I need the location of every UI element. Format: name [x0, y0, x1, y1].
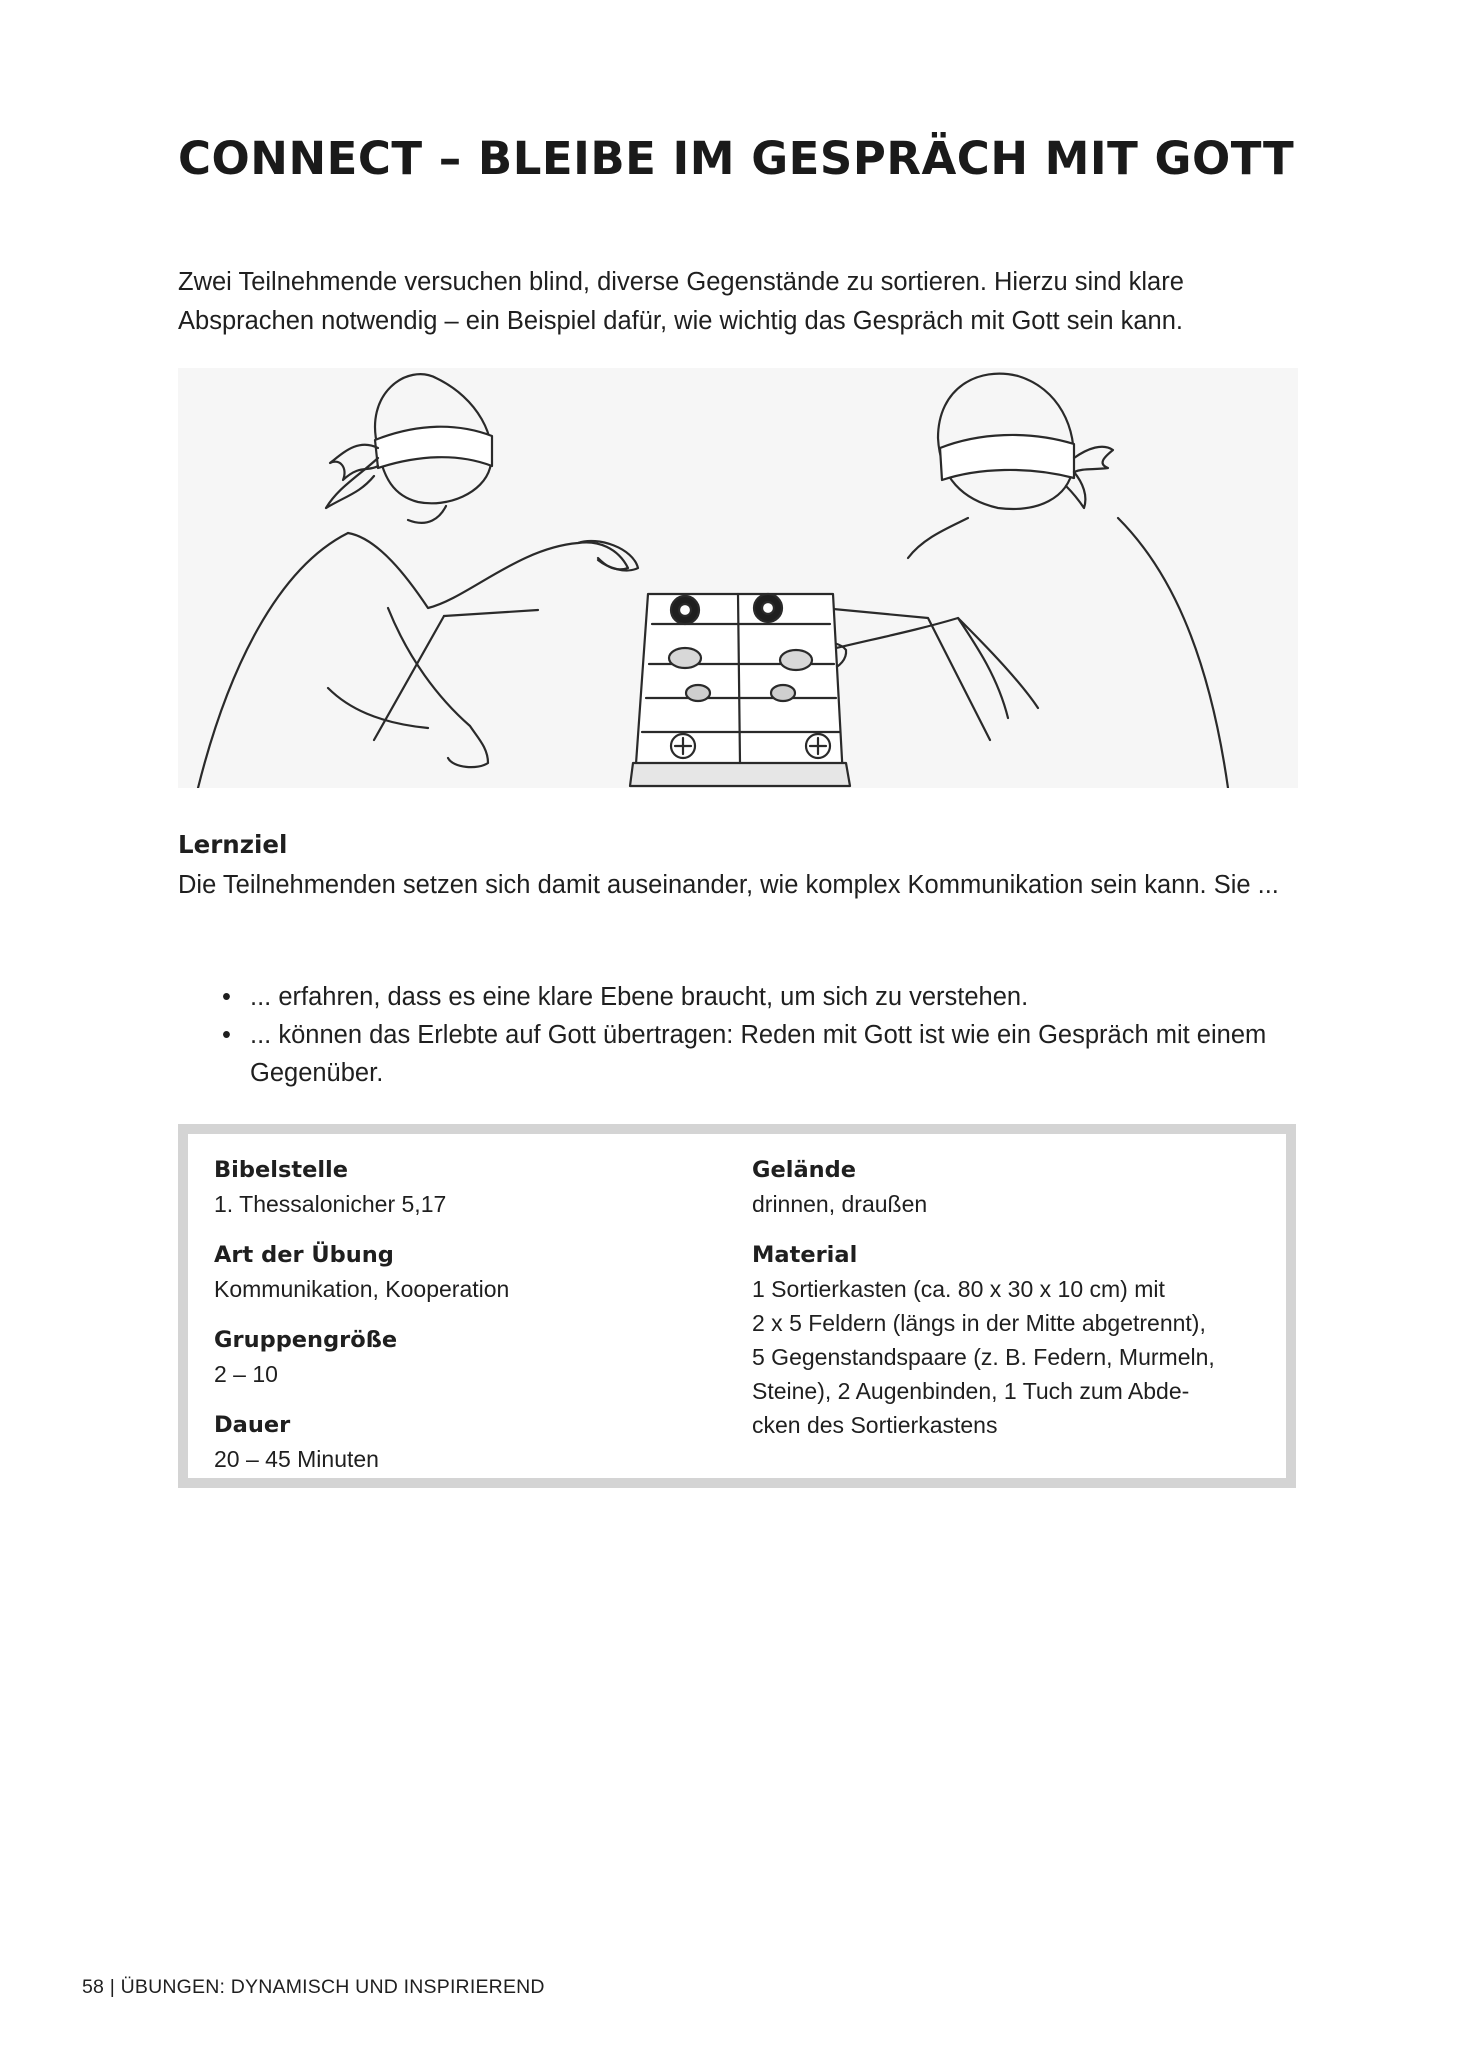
art-label: Art der Übung	[214, 1242, 394, 1268]
list-item	[222, 1016, 1302, 1092]
gruppe-label: Gruppengröße	[214, 1327, 398, 1353]
material-line: Steine), 2 Augenbinden, 1 Tuch zum Abde-	[752, 1378, 1190, 1404]
art-value: Kommunikation, Kooperation	[214, 1276, 510, 1302]
lernziel-heading: Lernziel	[178, 830, 288, 859]
intro-paragraph	[178, 263, 1298, 341]
bullet-icon: •	[222, 1021, 231, 1049]
lernziel-text: Die Teilnehmenden setzen sich damit auseinander, wie komplex Kommunikation sein kann. Sie ...	[178, 871, 1279, 899]
illustration-blindfolded-sorting	[178, 368, 1298, 788]
dauer-label: Dauer	[214, 1412, 291, 1438]
list-item-text: ... erfahren, dass es eine klare Ebene braucht, um sich zu verstehen.	[250, 983, 1029, 1011]
gelaende-label: Gelände	[752, 1157, 857, 1183]
material-value	[752, 1272, 1282, 1442]
page-footer: 58 | ÜBUNGEN: DYNAMISCH UND INSPIRIEREND	[82, 1976, 545, 1998]
material-line: 5 Gegenstandspaare (z. B. Federn, Murmeln,	[752, 1344, 1215, 1370]
intro-line: Zwei Teilnehmende versuchen blind, diverse Gegenstände zu sortieren. Hierzu sind klare	[178, 268, 1184, 296]
info-column-left	[214, 1154, 734, 1494]
info-box	[178, 1124, 1296, 1488]
bullet-icon: •	[222, 983, 231, 1011]
bibelstelle-value: 1. Thessalonicher 5,17	[214, 1191, 447, 1217]
intro-line: Absprachen notwendig – ein Beispiel dafür, wie wichtig das Gespräch mit Gott sein kann.	[178, 307, 1183, 335]
list-item-text: ... können das Erlebte auf Gott übertragen: Reden mit Gott ist wie ein Gespräch mit einem Gegenüber.	[250, 1021, 1267, 1087]
bibelstelle-label: Bibelstelle	[214, 1157, 349, 1183]
page-title: CONNECT – BLEIBE IM GESPRÄCH MIT GOTT	[178, 132, 1295, 185]
info-column-right	[752, 1154, 1282, 1460]
list-item	[222, 978, 1302, 1016]
gelaende-value: drinnen, draußen	[752, 1191, 928, 1217]
dauer-value: 20 – 45 Minuten	[214, 1446, 379, 1472]
material-line: cken des Sortierkastens	[752, 1412, 998, 1438]
material-label: Material	[752, 1242, 858, 1268]
gruppe-value: 2 – 10	[214, 1361, 278, 1387]
material-line: 2 x 5 Feldern (längs in der Mitte abgetrennt),	[752, 1310, 1206, 1336]
material-line: 1 Sortierkasten (ca. 80 x 30 x 10 cm) mit	[752, 1276, 1165, 1302]
lernziel-bullet-list	[222, 978, 1302, 1092]
sorting-box	[630, 594, 850, 786]
